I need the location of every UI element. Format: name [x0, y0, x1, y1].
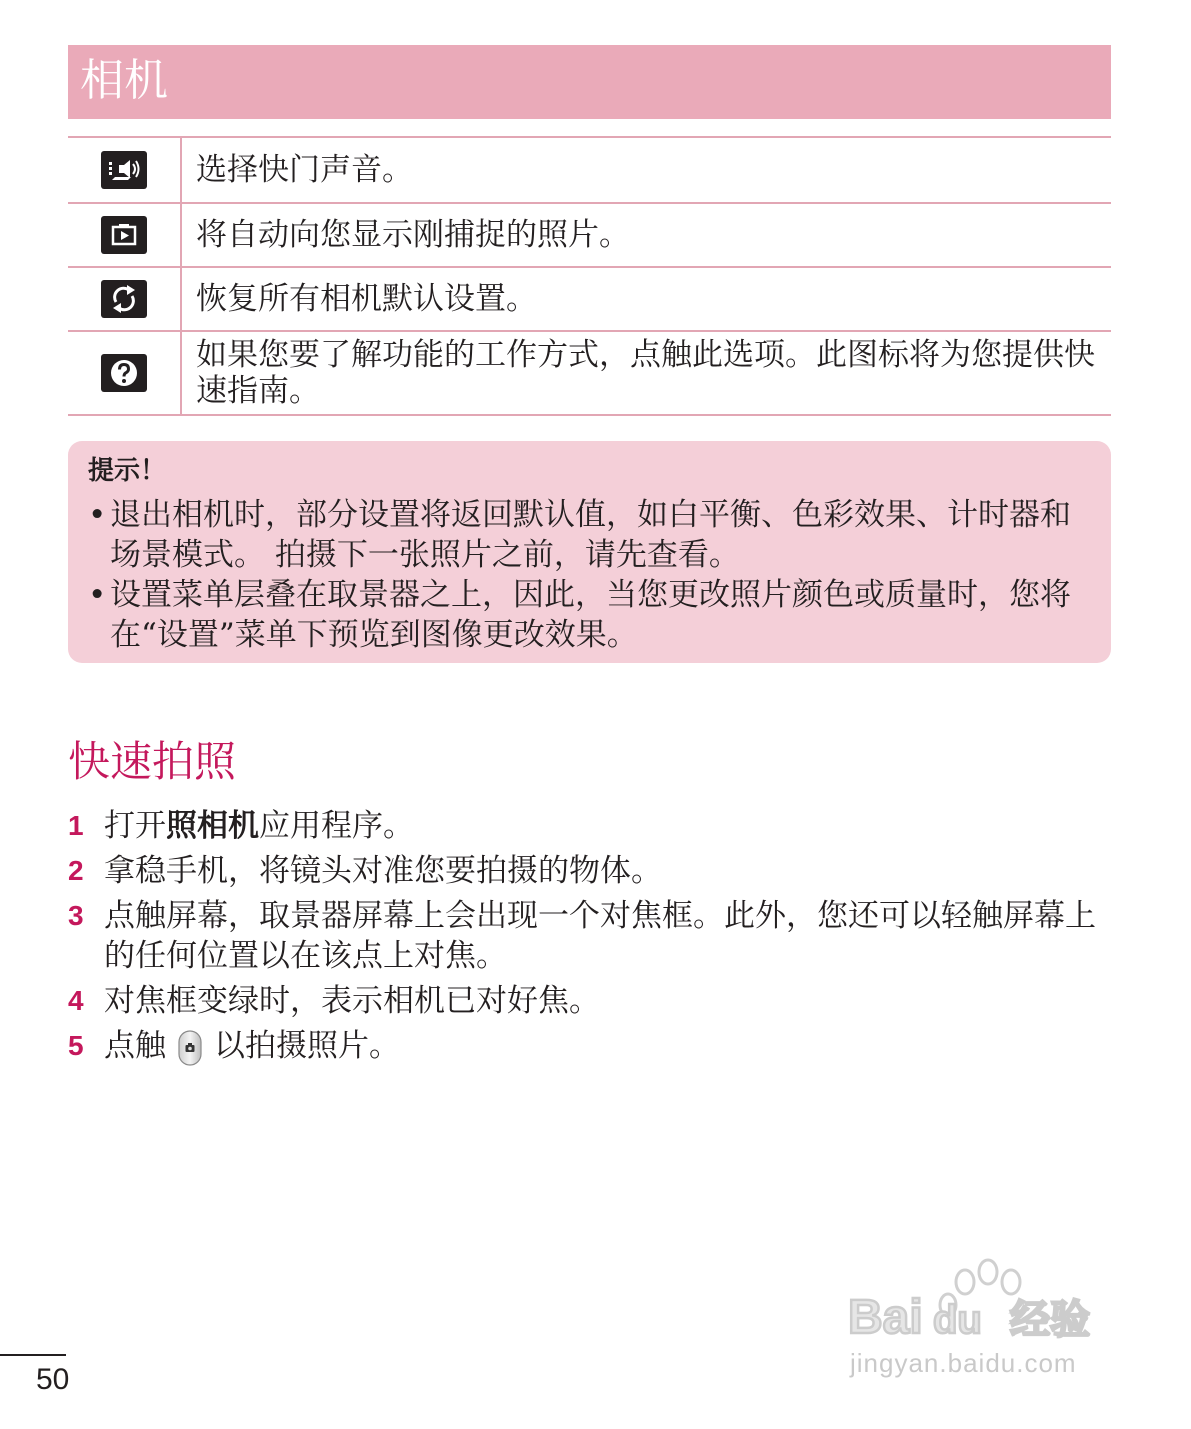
svg-text:Bai: Bai	[848, 1291, 923, 1344]
list-item	[68, 851, 1108, 891]
step-text: 对焦框变绿时，表示相机已对好焦。	[104, 983, 600, 1019]
step-number: 3	[68, 900, 84, 931]
auto-review-icon	[101, 216, 147, 254]
row-description: 恢复所有相机默认设置。	[196, 281, 537, 317]
table-row	[68, 138, 1111, 204]
step-number: 5	[68, 1030, 84, 1061]
step-number: 1	[68, 810, 84, 841]
step-text: 点触屏幕，取景器屏幕上会出现一个对焦框。此外，您还可以轻触屏幕上的任何位置以在该点上对焦。	[104, 898, 1096, 974]
bullet: •	[88, 577, 107, 613]
step-text: 应用程序。	[259, 808, 414, 844]
step-text: 打开	[104, 808, 166, 844]
bullet: •	[88, 497, 107, 533]
table-row	[68, 332, 1111, 416]
tip-text: 设置菜单层叠在取景器之上，因此，当您更改照片颜色或质量时，您将在“设置”菜单下预览到图像更改效果。	[110, 577, 1071, 653]
row-description: 如果您要了解功能的工作方式，点触此选项。此图标将为您提供快速指南。	[196, 337, 1095, 409]
settings-table	[68, 136, 1111, 416]
list-item	[68, 981, 1108, 1021]
list-item	[68, 1026, 1108, 1066]
svg-text:du: du	[933, 1298, 982, 1342]
tip-title: 提示！	[88, 456, 167, 486]
row-description: 选择快门声音。	[196, 152, 413, 188]
tip-item	[88, 495, 1088, 575]
table-row	[68, 268, 1111, 332]
page-number: 50	[36, 1363, 70, 1396]
help-icon	[101, 354, 147, 392]
watermark-url: jingyan.baidu.com	[850, 1348, 1077, 1378]
reset-icon	[101, 280, 147, 318]
page-title: 相机	[80, 55, 168, 106]
shutter-sound-icon	[101, 151, 147, 189]
page-rule	[0, 1354, 66, 1356]
section-header	[68, 45, 1111, 119]
steps-list	[68, 806, 1108, 1071]
list-item	[68, 806, 1108, 846]
svg-text:经验: 经验	[1010, 1298, 1090, 1342]
tip-text: 退出相机时，部分设置将返回默认值，如白平衡、色彩效果、计时器和场景模式。 拍摄下一张照片之前，请先查看。	[110, 497, 1071, 573]
step-text: 点触	[104, 1028, 166, 1064]
app-name: 照相机	[166, 808, 259, 844]
tip-item	[88, 575, 1088, 655]
list-item	[68, 896, 1108, 976]
step-number: 2	[68, 855, 84, 886]
table-row	[68, 204, 1111, 268]
step-text: 拿稳手机，将镜头对准您要拍摄的物体。	[104, 853, 662, 889]
step-number: 4	[68, 985, 84, 1016]
step-text: 以拍摄照片。	[214, 1028, 400, 1064]
tip-box	[68, 441, 1111, 663]
shutter-button-icon	[178, 1030, 202, 1066]
row-description: 将自动向您显示刚捕捉的照片。	[196, 217, 630, 253]
section-title: 快速拍照	[68, 737, 237, 786]
